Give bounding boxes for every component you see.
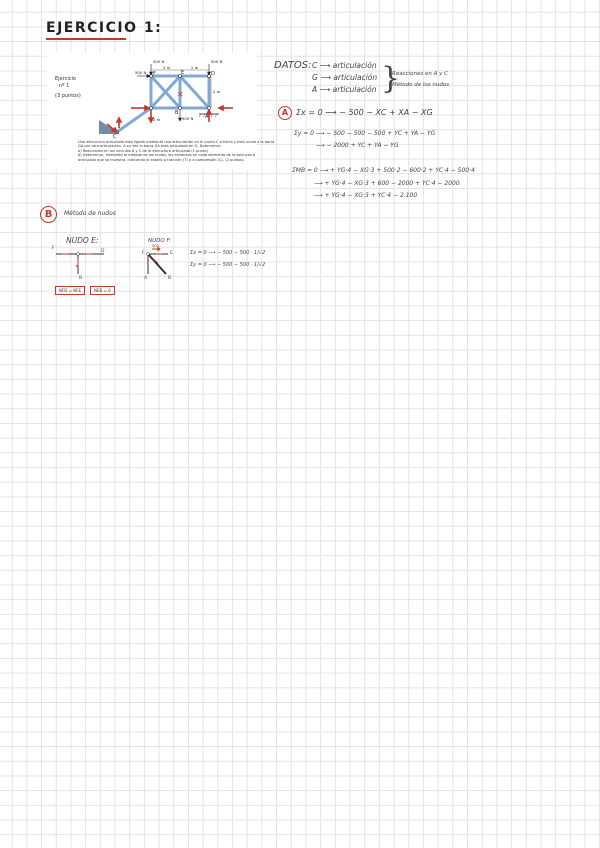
- cross-mark: ✕: [177, 90, 184, 99]
- nudo-f-label-left: F: [142, 251, 145, 256]
- equation-sum-x: Σx = 0 ⟶ − 500 − XC + XA − XG: [296, 108, 433, 117]
- page-title: EJERCICIO 1:: [46, 20, 163, 36]
- nudo-f-label-bottom: A: [144, 276, 148, 281]
- exercise-points: (3 puntos): [55, 93, 81, 99]
- load-label-right: 500 N: [211, 59, 223, 64]
- problem-statement: [47, 52, 275, 170]
- node-label-c: C: [113, 134, 117, 140]
- load-label-side: 500 N: [135, 70, 147, 75]
- truss-diagram: [47, 52, 257, 140]
- datos-note-reactions: Reacciones en A y C: [392, 71, 448, 77]
- problem-text-line: b) Determinar, mediante el método de los nudos, los esfuerzos en cada elemento de la estructura: [78, 153, 255, 158]
- problem-text-line: GA por otra articulación. A su vez la barra GA está articulada en G. Determinar:: [78, 144, 222, 149]
- datos-note-method: Método de los nudos: [392, 82, 450, 88]
- exercise-number: nº 1: [59, 83, 70, 89]
- nudo-f-equation-x: Σx = 0 ⟶ − 500 − 500 · 1/√2: [190, 250, 266, 256]
- dimension-label-b: 2 m: [191, 65, 199, 70]
- nudo-e-title: NUDO E:: [66, 236, 99, 245]
- nudo-e-label-right: D: [101, 249, 105, 254]
- node-label-a: A: [205, 114, 209, 120]
- datos-label: DATOS:: [274, 60, 312, 71]
- problem-text: [78, 140, 275, 162]
- brace-icon: }: [381, 61, 401, 96]
- equation-moment-b-step: ⟶ + YG·4 − XG·3 + 600 − 2000 + YC·4 − 2000: [314, 180, 460, 187]
- reaction-arrows: [107, 106, 233, 132]
- nudo-e-result-2: NEB = 0: [90, 286, 115, 295]
- truss-members: [117, 76, 209, 132]
- problem-text-line: a) Reacciones en los vínculos A y C de la estructura articulada (1 punto): [78, 148, 208, 153]
- nudo-f-title: NUDO F:: [148, 238, 172, 244]
- node-label-f: F: [153, 71, 156, 77]
- dimension-label-a: 2 m: [163, 65, 171, 70]
- datos-line-g: G ⟶ articulación: [312, 73, 378, 82]
- equation-moment-b: ΣMB = 0 ⟶ + YG·4 − XG·3 + 500·2 − 600·2 + YC·4 − 500·4: [292, 167, 475, 174]
- nudo-e-result-1: NFD = NFE: [55, 286, 85, 295]
- node-label-e: E: [181, 70, 185, 76]
- equation-sum-y: Σy = 0 ⟶ − 500 − 500 − 500 + YC + YA − YG: [294, 130, 436, 137]
- load-label-bottom: 500 N: [182, 116, 194, 121]
- part-a-marker: A: [278, 106, 292, 120]
- dimension-label-d: 2 m: [153, 117, 161, 122]
- dimension-label-c: 2 m: [213, 89, 221, 94]
- node-label-b: B: [175, 110, 179, 116]
- problem-text-line: articulada que se muestra, indicando el estado a tracción (T) o a compresión (C). (2 puntos): [78, 157, 244, 162]
- load-label-left: 500 N: [153, 59, 165, 64]
- datos-line-c: C ⟶ articulación: [312, 61, 377, 70]
- nudo-e-label-left: F: [52, 246, 55, 251]
- problem-text-line: Una estructura articulada está ligada mediante una articulación en el punto C a tierra y está unida a la barra: [78, 140, 275, 144]
- nudo-f-label-top: 500: [152, 244, 159, 248]
- node-label-d: D: [211, 71, 215, 77]
- nudo-f-label-bottom-right: B: [168, 276, 172, 281]
- title-underline: [46, 38, 126, 40]
- datos-line-a: A ⟶ articulación: [312, 85, 377, 94]
- part-b-label: Método de nudos: [64, 210, 116, 217]
- nudo-f-equation-y: Σy = 0 ⟶ − 500 − 500 · 1/√2: [190, 262, 266, 268]
- nudo-f-label-right: E: [170, 251, 173, 256]
- exercise-label: Ejercicio: [55, 76, 76, 82]
- part-b-marker: B: [40, 206, 57, 223]
- equation-moment-b-result: ⟶ + YG·4 − XG·3 + YC·4 − 2.100: [314, 192, 418, 199]
- cross-mark-nudo-e: ✕: [75, 264, 80, 270]
- equation-sum-y-result: ⟶ − 2000 + YC + YA − YG: [316, 142, 399, 149]
- load-arrows: [137, 64, 211, 121]
- nudo-e-label-bottom: B: [79, 276, 83, 281]
